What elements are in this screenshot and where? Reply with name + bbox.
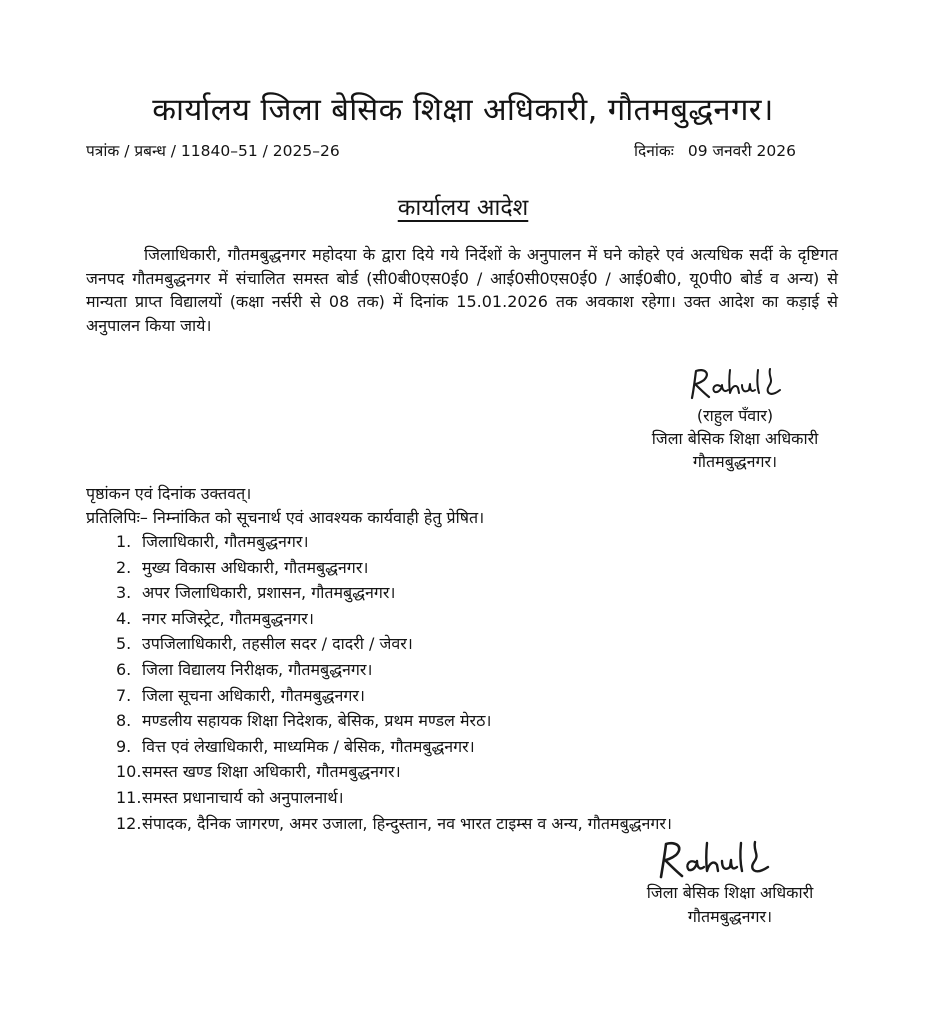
signature-block-2	[610, 881, 850, 929]
recipient-number: 10.	[116, 762, 142, 782]
reference-number: पत्रांक / प्रबन्ध / 11840–51 / 2025–26	[86, 142, 340, 160]
recipient-text: समस्त खण्ड शिक्षा अधिकारी, गौतमबुद्धनगर।	[142, 762, 401, 782]
recipient-text: मण्डलीय सहायक शिक्षा निदेशक, बेसिक, प्रथम मण्डल मेरठ।	[142, 711, 492, 731]
recipient-number: 7.	[116, 685, 132, 705]
recipient-item	[116, 529, 672, 555]
recipient-text: जिला विद्यालय निरीक्षक, गौतमबुद्धनगर।	[142, 659, 373, 679]
recipient-number: 5.	[116, 634, 132, 654]
recipient-number: 1.	[116, 532, 132, 551]
recipient-text: जिला सूचना अधिकारी, गौतमबुद्धनगर।	[142, 685, 365, 705]
recipient-text: मुख्य विकास अधिकारी, गौतमबुद्धनगर।	[142, 557, 369, 577]
subject-heading: कार्यालय आदेश	[397, 195, 529, 221]
recipient-number: 11.	[116, 787, 142, 807]
recipient-text: वित्त एवं लेखाधिकारी, माध्यमिक / बेसिक, गौतमबुद्धनगर।	[142, 736, 475, 756]
recipient-item	[116, 759, 672, 785]
recipient-item	[116, 555, 672, 581]
endorsement-line: पृष्ठांकन एवं दिनांक उक्तवत्।	[86, 484, 252, 503]
office-title: कार्यालय जिला बेसिक शिक्षा अधिकारी, गौतमबुद्धनगर।	[152, 92, 774, 128]
copy-to-line: प्रतिलिपिः– निम्नांकित को सूचनार्थ एवं आवश्यक कार्यवाही हेतु प्रेषित।	[86, 508, 485, 527]
recipient-item	[116, 811, 672, 837]
recipient-item	[116, 683, 672, 709]
signatory-designation: जिला बेसिक शिक्षा अधिकारी	[646, 883, 814, 902]
recipient-number: 3.	[116, 583, 132, 603]
recipient-text: अपर जिलाधिकारी, प्रशासन, गौतमबुद्धनगर।	[142, 583, 396, 603]
recipient-number: 8.	[116, 711, 132, 731]
recipient-item	[116, 657, 672, 683]
order-date	[634, 139, 796, 161]
recipient-text: जिलाधिकारी, गौतमबुद्धनगर।	[142, 532, 309, 551]
recipient-number: 4.	[116, 608, 132, 628]
recipient-item	[116, 580, 672, 606]
recipient-text: समस्त प्रधानाचार्य को अनुपालनार्थ।	[142, 787, 344, 807]
recipient-text: संपादक, दैनिक जागरण, अमर उजाला, हिन्दुस्तान, नव भारत टाइम्स व अन्य, गौतमबुद्धनगर।	[142, 813, 672, 833]
signatory-location: गौतमबुद्धनगर।	[692, 452, 778, 471]
recipient-text: उपजिलाधिकारी, तहसील सदर / दादरी / जेवर।	[142, 634, 413, 654]
recipient-item	[116, 631, 672, 657]
order-subject	[0, 190, 926, 222]
recipient-list	[116, 529, 672, 836]
signatory-designation: जिला बेसिक शिक्षा अधिकारी	[651, 429, 819, 448]
recipient-number: 2.	[116, 557, 132, 577]
recipient-item	[116, 785, 672, 811]
recipient-number: 6.	[116, 659, 132, 679]
recipient-item	[116, 606, 672, 632]
handwritten-signature	[652, 838, 784, 882]
date-value: 09 जनवरी 2026	[687, 142, 797, 160]
recipient-item	[116, 708, 672, 734]
recipient-number: 12.	[116, 813, 142, 833]
signatory-name: (राहुल पँवार)	[696, 406, 774, 425]
date-label: दिनांकः	[634, 142, 674, 160]
signatory-location: गौतमबुद्धनगर।	[687, 907, 773, 926]
handwritten-signature	[684, 366, 794, 402]
recipient-text: नगर मजिस्ट्रेट, गौतमबुद्धनगर।	[142, 608, 314, 628]
recipient-item	[116, 734, 672, 760]
recipient-number: 9.	[116, 736, 132, 756]
signature-block-1	[610, 404, 860, 473]
order-body: जिलाधिकारी, गौतमबुद्धनगर महोदया के द्वारा दिये गये निर्देशों के अनुपालन में घने कोहरे एवं अत्यधिक सर्दी के दृष्टिगत जनपद गौतमबुद्धनगर में संचालित समस्त बोर्ड (सी0बी0एस0ई0 / आई0सी0एस0ई0 / आई0बी0, यू0पी0 बोर्ड व अन्य) से मान्यता प्राप्त विद्यालयों (कक्षा नर्सरी से 08 तक) में दिनांक 15.01.2026 तक अवकाश रहेगा। उक्त आदेश का कड़ाई से अनुपालन किया जाये।	[86, 245, 838, 335]
